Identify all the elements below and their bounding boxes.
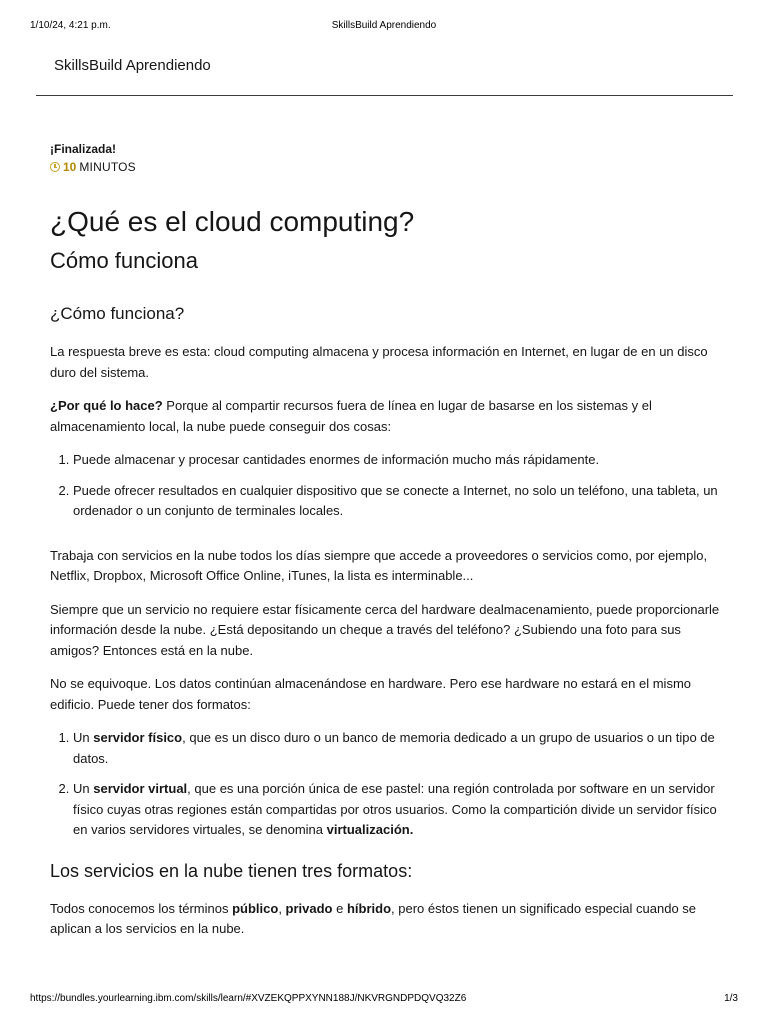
duration-unit: MINUTOS (79, 160, 136, 174)
paragraph-from-cloud: Siempre que un servicio no requiere estar físicamente cerca del hardware dealmacenamiento, puede proporcionarle información desde la nube. ¿Está depositando un cheque a través del teléfono? ¿Subiendo una foto para sus amigos? Entonces está en la nube. (50, 601, 720, 658)
section-heading-how-it-works: ¿Cómo funciona? (50, 304, 185, 323)
header-divider (36, 95, 733, 96)
page-number: 1/3 (724, 993, 738, 1004)
server-types-list (50, 728, 725, 841)
completion-status: ¡Finalizada! (50, 142, 117, 156)
separator: e (332, 900, 347, 916)
list-item: 2. Puede ofrecer resultados en cualquier dispositivo que se conecte a Internet, no solo un teléfono, una tableta, un ordenador o un conjunto de terminales locales. (73, 481, 725, 522)
list-item-text: , que es una porción única de ese pastel: una región controlada por software en un servidor físico cuyas otras regiones están compartidas por otros usuarios. Como la compartición divide un servidor físico en varios servidores virtuales, se denomina (73, 781, 717, 837)
clock-icon (50, 162, 60, 172)
duration-badge (50, 158, 725, 176)
list-item (73, 779, 725, 841)
list-item-prefix: Un (73, 730, 94, 745)
separator: , (278, 900, 286, 916)
list-item-prefix: Un (73, 781, 94, 796)
paragraph-why (50, 396, 725, 437)
term-virtual-server: servidor virtual (93, 781, 188, 796)
term-private: privado (285, 900, 333, 916)
section-heading-three-formats: Los servicios en la nube tienen tres formatos: (50, 860, 413, 881)
paragraph-formats (50, 899, 725, 940)
paragraph-formats-text: Todos conocemos los términos (50, 900, 233, 916)
site-title-link[interactable]: SkillsBuild Aprendiendo (54, 57, 211, 74)
term-virtualization: virtualización. (326, 822, 414, 837)
paragraph-why-lead: ¿Por qué lo hace? (50, 398, 163, 413)
paragraph-short-answer: La respuesta breve es esta: cloud computing almacena y procesa información en Internet, en lugar de en un disco duro del sistema. (50, 344, 708, 380)
print-title: SkillsBuild Aprendiendo (331, 20, 437, 31)
lesson-content (50, 141, 725, 940)
duration-value: 10 (63, 160, 77, 174)
list-item: 1. Puede almacenar y procesar cantidades enormes de información mucho más rápidamente. (73, 450, 725, 471)
paragraph-formats-text: , pero éstos tienen un significado especial cuando se aplican a los servicios en la nube. (50, 900, 697, 936)
term-physical-server: servidor físico (93, 730, 183, 745)
print-datetime: 1/10/24, 4:21 p.m. (30, 20, 111, 31)
term-public: público (232, 900, 279, 916)
print-url: https://bundles.yourlearning.ibm.com/skills/learn/#XVZEKQPPXYNN188J/NKVRGNDPDQVQ32Z6 (30, 993, 467, 1004)
paragraph-hardware: No se equivoque. Los datos continúan almacenándose en hardware. Pero ese hardware no estará en el mismo edificio. Puede tener dos formatos: (50, 676, 692, 712)
page-subtitle: Cómo funciona (50, 248, 198, 273)
benefits-list (50, 450, 725, 522)
list-item-text: , que es un disco duro o un banco de memoria dedicado a un grupo de usuarios o un tipo de datos. (73, 730, 715, 766)
term-hybrid: híbrido (346, 900, 392, 916)
paragraph-why-text: Porque al compartir recursos fuera de línea en lugar de basarse en los sistemas y el almacenamiento local, la nube puede conseguir dos cosas: (50, 398, 652, 434)
paragraph-daily-use: Trabaja con servicios en la nube todos los días siempre que accede a proveedores o servicios como, por ejemplo, Netflix, Dropbox, Microsoft Office Online, iTunes, la lista es interminable... (50, 547, 708, 583)
list-item (73, 728, 725, 769)
page-title: ¿Qué es el cloud computing? (50, 206, 415, 237)
